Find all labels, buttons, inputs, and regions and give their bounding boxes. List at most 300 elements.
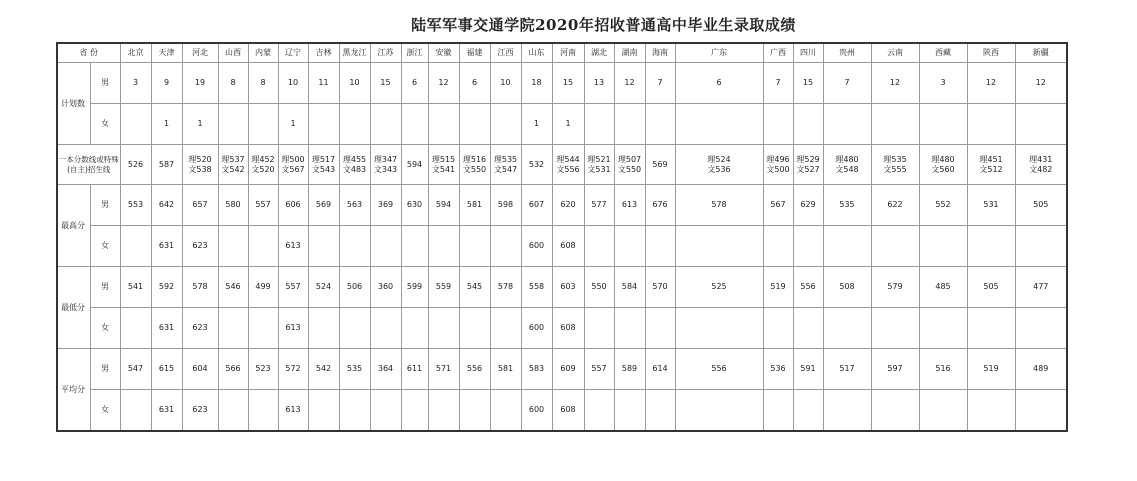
score-cell: 508 (823, 267, 871, 308)
gender-label: 女 (90, 308, 120, 349)
score-cell (645, 308, 675, 349)
score-cell (370, 104, 401, 145)
cutoff-value-a: 理537 (221, 154, 245, 164)
score-cell: 15 (552, 63, 584, 104)
score-cell: 516 (919, 349, 967, 390)
table-row (57, 390, 1067, 432)
score-cell (967, 104, 1015, 145)
score-cell: 613 (278, 390, 308, 432)
cutoff-value-b: 文512 (979, 164, 1003, 174)
score-cell (614, 390, 645, 432)
province-name: 湖北 (584, 43, 614, 63)
cutoff-cell (182, 145, 218, 185)
score-cell: 578 (490, 267, 521, 308)
province-name: 海南 (645, 43, 675, 63)
province-name: 广西 (763, 43, 793, 63)
score-cell: 563 (339, 185, 370, 226)
score-cell (370, 308, 401, 349)
score-cell (218, 104, 248, 145)
score-cell: 579 (871, 267, 919, 308)
cutoff-cell (401, 145, 428, 185)
score-cell (490, 390, 521, 432)
score-cell (459, 390, 490, 432)
score-cell (823, 226, 871, 267)
score-cell: 600 (521, 390, 552, 432)
score-cell (793, 104, 823, 145)
score-cell (675, 308, 763, 349)
province-header: 省 份 (57, 43, 120, 63)
cutoff-value-b: 文547 (493, 164, 518, 174)
score-cell (675, 226, 763, 267)
score-cell: 505 (1015, 185, 1067, 226)
cutoff-cell (552, 145, 584, 185)
score-cell: 629 (793, 185, 823, 226)
cutoff-value-b: 文500 (766, 164, 790, 174)
cutoff-cell (120, 145, 151, 185)
cutoff-value-a: 理496 (766, 154, 790, 164)
score-cell: 613 (278, 308, 308, 349)
score-cell: 7 (763, 63, 793, 104)
score-cell: 12 (614, 63, 645, 104)
score-cell: 550 (584, 267, 614, 308)
score-cell: 535 (823, 185, 871, 226)
province-name: 黑龙江 (339, 43, 370, 63)
cutoff-value-a: 理529 (796, 154, 820, 164)
score-cell (584, 308, 614, 349)
score-cell: 570 (645, 267, 675, 308)
cutoff-cell (823, 145, 871, 185)
score-cell (218, 308, 248, 349)
score-cell: 600 (521, 308, 552, 349)
cutoff-cell (645, 145, 675, 185)
cutoff-cell (248, 145, 278, 185)
score-cell (919, 226, 967, 267)
score-cell (120, 226, 151, 267)
score-cell: 536 (763, 349, 793, 390)
score-cell: 489 (1015, 349, 1067, 390)
table-row (57, 185, 1067, 226)
score-cell (459, 308, 490, 349)
cutoff-value-a: 理520 (188, 154, 212, 164)
score-cell (584, 104, 614, 145)
cutoff-value-a: 理521 (587, 154, 611, 164)
score-cell: 12 (967, 63, 1015, 104)
province-name: 福建 (459, 43, 490, 63)
score-cell (218, 390, 248, 432)
cutoff-value-a: 理516 (462, 154, 487, 164)
score-cell (120, 390, 151, 432)
table-row (57, 63, 1067, 104)
gender-label: 女 (90, 390, 120, 432)
score-cell: 1 (552, 104, 584, 145)
table-row (57, 104, 1067, 145)
score-cell: 3 (919, 63, 967, 104)
score-cell (645, 390, 675, 432)
cutoff-value-a: 理480 (835, 154, 859, 164)
cutoff-cell (339, 145, 370, 185)
province-name: 浙江 (401, 43, 428, 63)
score-cell (1015, 104, 1067, 145)
score-cell (401, 308, 428, 349)
score-cell: 609 (552, 349, 584, 390)
score-cell (793, 390, 823, 432)
cutoff-value-a: 理544 (556, 154, 580, 164)
province-name: 山东 (521, 43, 552, 63)
score-cell: 557 (584, 349, 614, 390)
score-cell (763, 308, 793, 349)
score-cell (823, 308, 871, 349)
score-cell: 6 (675, 63, 763, 104)
score-cell: 1 (182, 104, 218, 145)
cutoff-cell (967, 145, 1015, 185)
score-cell (1015, 390, 1067, 432)
score-cell: 364 (370, 349, 401, 390)
score-cell: 581 (459, 185, 490, 226)
score-cell: 557 (278, 267, 308, 308)
score-cell: 580 (218, 185, 248, 226)
score-cell: 676 (645, 185, 675, 226)
cutoff-value-b: 文482 (1029, 164, 1053, 174)
score-cell: 572 (278, 349, 308, 390)
score-cell (763, 390, 793, 432)
cutoff-value-b: 文556 (556, 164, 580, 174)
score-cell (1015, 308, 1067, 349)
score-cell (614, 308, 645, 349)
score-cell: 559 (428, 267, 459, 308)
score-cell (871, 390, 919, 432)
cutoff-value-b: 文567 (281, 164, 305, 174)
score-cell (763, 104, 793, 145)
cutoff-value-b: 文560 (931, 164, 955, 174)
province-name: 北京 (120, 43, 151, 63)
province-name: 河北 (182, 43, 218, 63)
cutoff-cell (151, 145, 182, 185)
score-cell: 552 (919, 185, 967, 226)
score-cell (308, 226, 339, 267)
score-cell: 614 (645, 349, 675, 390)
min-score-label: 最低分 (57, 267, 90, 349)
cutoff-value-a: 理515 (431, 154, 456, 164)
score-cell: 608 (552, 226, 584, 267)
cutoff-cell (614, 145, 645, 185)
score-cell: 12 (1015, 63, 1067, 104)
score-cell: 360 (370, 267, 401, 308)
score-cell: 608 (552, 308, 584, 349)
table-row (57, 308, 1067, 349)
province-name: 陕西 (967, 43, 1015, 63)
score-cell (614, 226, 645, 267)
score-cell: 558 (521, 267, 552, 308)
cutoff-cell (521, 145, 552, 185)
cutoff-value-a: 理535 (883, 154, 907, 164)
cutoff-line-label: 一本分数线或特殊(自主)招生线 (57, 145, 120, 185)
score-cell: 623 (182, 308, 218, 349)
score-cell: 597 (871, 349, 919, 390)
score-cell: 600 (521, 226, 552, 267)
cutoff-cell (584, 145, 614, 185)
score-cell: 583 (521, 349, 552, 390)
province-name: 西藏 (919, 43, 967, 63)
cutoff-value-a: 理451 (979, 154, 1003, 164)
province-name: 广东 (675, 43, 763, 63)
plan-count-label: 计划数 (57, 63, 90, 145)
cutoff-value-b: 文543 (311, 164, 336, 174)
cutoff-value-b: 文550 (462, 164, 487, 174)
score-cell (308, 104, 339, 145)
score-cell: 607 (521, 185, 552, 226)
score-cell (675, 390, 763, 432)
score-cell: 611 (401, 349, 428, 390)
cutoff-value-b: 文343 (373, 164, 398, 174)
score-cell: 545 (459, 267, 490, 308)
cutoff-value-a: 587 (158, 159, 175, 169)
score-cell (459, 104, 490, 145)
score-cell: 578 (182, 267, 218, 308)
score-cell: 631 (151, 390, 182, 432)
score-cell (120, 308, 151, 349)
score-cell (871, 308, 919, 349)
score-cell (645, 104, 675, 145)
score-cell (401, 226, 428, 267)
province-name: 湖南 (614, 43, 645, 63)
score-cell (308, 390, 339, 432)
score-cell: 18 (521, 63, 552, 104)
cutoff-value-b: 文531 (587, 164, 611, 174)
score-cell (763, 226, 793, 267)
score-cell: 613 (278, 226, 308, 267)
score-cell: 623 (182, 226, 218, 267)
cutoff-value-a: 594 (406, 159, 423, 169)
score-cell: 8 (218, 63, 248, 104)
score-cell: 535 (339, 349, 370, 390)
score-cell (308, 308, 339, 349)
score-cell: 369 (370, 185, 401, 226)
cutoff-value-a: 理535 (493, 154, 518, 164)
cutoff-cell (871, 145, 919, 185)
cutoff-value-b: 文542 (221, 164, 245, 174)
province-name: 辽宁 (278, 43, 308, 63)
score-cell: 581 (490, 349, 521, 390)
score-cell: 1 (521, 104, 552, 145)
score-cell (490, 104, 521, 145)
score-cell: 8 (248, 63, 278, 104)
score-cell: 505 (967, 267, 1015, 308)
score-cell (401, 104, 428, 145)
province-name: 四川 (793, 43, 823, 63)
score-cell (871, 226, 919, 267)
score-cell: 506 (339, 267, 370, 308)
score-cell: 485 (919, 267, 967, 308)
province-name: 山西 (218, 43, 248, 63)
score-cell (919, 390, 967, 432)
score-cell (967, 308, 1015, 349)
score-cell: 12 (871, 63, 919, 104)
cutoff-cell (490, 145, 521, 185)
cutoff-value-b: 文555 (883, 164, 907, 174)
score-cell (871, 104, 919, 145)
cutoff-value-b: 文536 (707, 164, 731, 174)
province-name: 江西 (490, 43, 521, 63)
score-cell (793, 308, 823, 349)
gender-label: 男 (90, 63, 120, 104)
cutoff-value-a: 526 (127, 159, 144, 169)
score-cell (248, 104, 278, 145)
score-cell: 19 (182, 63, 218, 104)
score-cell: 1 (278, 104, 308, 145)
province-name: 新疆 (1015, 43, 1067, 63)
cutoff-cell (1015, 145, 1067, 185)
score-cell: 631 (151, 226, 182, 267)
score-cell: 525 (675, 267, 763, 308)
score-cell: 6 (459, 63, 490, 104)
cutoff-value-b: 文527 (796, 164, 820, 174)
cutoff-value-b: 文550 (617, 164, 642, 174)
cutoff-cell (218, 145, 248, 185)
score-cell: 477 (1015, 267, 1067, 308)
score-cell: 524 (308, 267, 339, 308)
score-cell: 589 (614, 349, 645, 390)
score-cell: 566 (218, 349, 248, 390)
score-cell: 622 (871, 185, 919, 226)
cutoff-cell (793, 145, 823, 185)
score-cell: 584 (614, 267, 645, 308)
max-score-label: 最高分 (57, 185, 90, 267)
score-cell: 615 (151, 349, 182, 390)
score-cell: 553 (120, 185, 151, 226)
score-cell (401, 390, 428, 432)
score-cell: 541 (120, 267, 151, 308)
score-cell: 517 (823, 349, 871, 390)
score-cell (1015, 226, 1067, 267)
cutoff-value-b: 文548 (835, 164, 859, 174)
cutoff-value-b: 文520 (251, 164, 275, 174)
score-cell (339, 226, 370, 267)
score-cell (490, 308, 521, 349)
score-cell: 642 (151, 185, 182, 226)
cutoff-cell (919, 145, 967, 185)
score-cell: 591 (793, 349, 823, 390)
page-title: 陆军军事交通学院2020年招收普通高中毕业生录取成绩 (411, 16, 796, 34)
score-cell: 10 (339, 63, 370, 104)
score-cell: 556 (675, 349, 763, 390)
score-cell (120, 104, 151, 145)
gender-label: 男 (90, 349, 120, 390)
score-cell: 594 (428, 185, 459, 226)
score-cell: 569 (308, 185, 339, 226)
score-cell: 15 (793, 63, 823, 104)
cutoff-value-a: 理507 (617, 154, 642, 164)
score-cell (823, 104, 871, 145)
score-cell: 11 (308, 63, 339, 104)
score-cell (614, 104, 645, 145)
cutoff-value-a: 理347 (373, 154, 398, 164)
province-name: 云南 (871, 43, 919, 63)
province-name: 贵州 (823, 43, 871, 63)
admission-score-table (56, 42, 1068, 432)
cutoff-value-a: 理500 (281, 154, 305, 164)
score-cell (248, 308, 278, 349)
province-name: 安徽 (428, 43, 459, 63)
score-cell: 6 (401, 63, 428, 104)
gender-label: 女 (90, 226, 120, 267)
score-cell: 630 (401, 185, 428, 226)
score-cell (339, 390, 370, 432)
score-cell: 3 (120, 63, 151, 104)
score-cell (490, 226, 521, 267)
score-cell (645, 226, 675, 267)
score-cell: 556 (459, 349, 490, 390)
score-cell (428, 308, 459, 349)
score-cell: 631 (151, 308, 182, 349)
gender-label: 女 (90, 104, 120, 145)
score-cell (370, 390, 401, 432)
score-cell: 523 (248, 349, 278, 390)
cutoff-value-b: 文538 (188, 164, 212, 174)
score-cell: 531 (967, 185, 1015, 226)
gender-label: 男 (90, 267, 120, 308)
cutoff-value-b: 文541 (431, 164, 456, 174)
score-cell: 598 (490, 185, 521, 226)
province-name: 河南 (552, 43, 584, 63)
score-cell: 604 (182, 349, 218, 390)
score-cell: 608 (552, 390, 584, 432)
score-cell (584, 226, 614, 267)
table-row (57, 145, 1067, 185)
cutoff-cell (278, 145, 308, 185)
score-cell: 592 (151, 267, 182, 308)
cutoff-cell (459, 145, 490, 185)
score-cell: 571 (428, 349, 459, 390)
score-cell (428, 390, 459, 432)
province-name: 天津 (151, 43, 182, 63)
score-cell: 546 (218, 267, 248, 308)
cutoff-cell (675, 145, 763, 185)
gender-label: 男 (90, 185, 120, 226)
cutoff-cell (370, 145, 401, 185)
cutoff-value-a: 理431 (1029, 154, 1053, 164)
score-cell: 620 (552, 185, 584, 226)
score-cell (370, 226, 401, 267)
score-cell: 7 (823, 63, 871, 104)
score-cell: 12 (428, 63, 459, 104)
score-cell: 556 (793, 267, 823, 308)
table-row (57, 349, 1067, 390)
score-cell: 10 (278, 63, 308, 104)
score-cell (793, 226, 823, 267)
score-cell: 623 (182, 390, 218, 432)
score-cell: 9 (151, 63, 182, 104)
cutoff-value-a: 532 (528, 159, 545, 169)
score-cell (248, 390, 278, 432)
score-cell: 547 (120, 349, 151, 390)
score-cell: 519 (763, 267, 793, 308)
score-cell: 657 (182, 185, 218, 226)
score-cell (339, 308, 370, 349)
score-cell (967, 226, 1015, 267)
province-name: 内蒙 (248, 43, 278, 63)
score-cell: 519 (967, 349, 1015, 390)
cutoff-value-a: 理524 (707, 154, 731, 164)
avg-score-label: 平均分 (57, 349, 90, 432)
score-cell (339, 104, 370, 145)
score-cell (459, 226, 490, 267)
score-cell: 577 (584, 185, 614, 226)
score-cell (248, 226, 278, 267)
cutoff-value-a: 理517 (311, 154, 336, 164)
score-cell (919, 308, 967, 349)
score-cell (428, 104, 459, 145)
score-cell: 578 (675, 185, 763, 226)
